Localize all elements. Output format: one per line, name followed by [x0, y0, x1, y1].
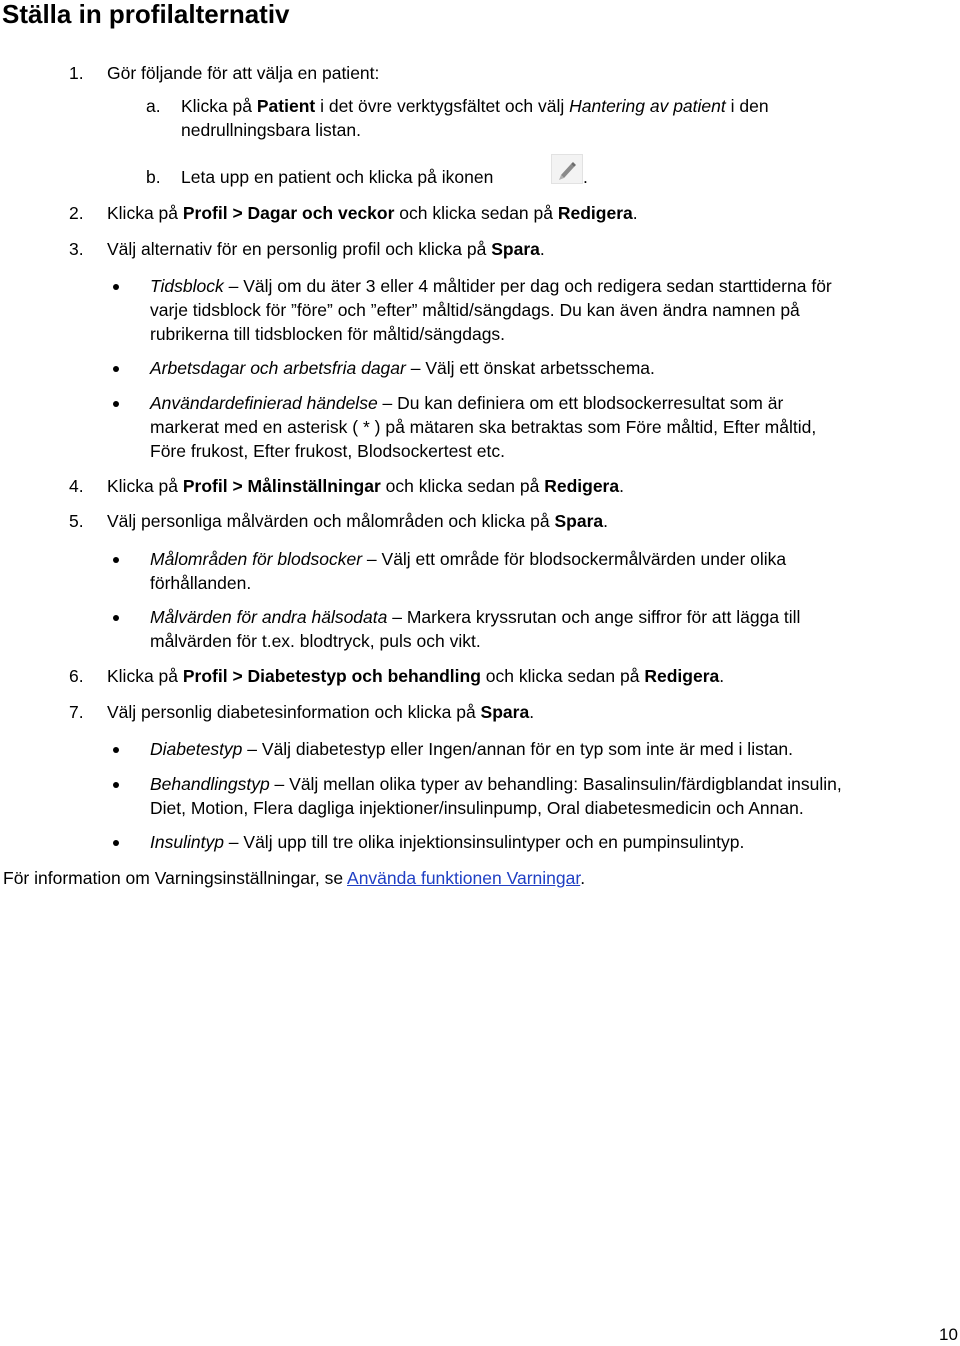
substep-a-label: a. [146, 96, 161, 116]
bullet-anvandardefinierad-cont-2: Före frukost, Efter frukost, Blodsockertest etc. [150, 441, 505, 461]
bullet-anvandardefinierad-cont-1: markerat med en asterisk ( * ) på mätaren ska betraktas som Före måltid, Efter måltid, [150, 417, 817, 437]
step-1-number: 1. [69, 63, 84, 83]
step-6-text: Klicka på Profil > Diabetestyp och behandling och klicka sedan på Redigera. [107, 666, 725, 686]
bullet-tidsblock-cont-2: rubrikerna till tidsblocken för måltid/sängdags. [150, 324, 506, 344]
bullet-arbetsdagar: Arbetsdagar och arbetsfria dagar – Välj ett önskat arbetsschema. [150, 358, 655, 378]
bullet-behandlingstyp-cont: Diet, Motion, Flera dagliga injektioner/insulinpump, Oral diabetesmedicin och Annan. [150, 798, 804, 818]
step-4-number: 4. [69, 476, 84, 496]
page-title: Ställa in profilalternativ [2, 0, 290, 29]
varningar-link[interactable]: Använda funktionen Varningar [347, 868, 581, 888]
substep-b-text: Leta upp en patient och klicka på ikonen [181, 167, 494, 187]
step-7-number: 7. [69, 702, 84, 722]
pencil-icon [551, 154, 583, 184]
step-7-text: Välj personlig diabetesinformation och klicka på Spara. [107, 702, 535, 722]
bullet-dot [113, 557, 119, 563]
bullet-insulintyp: Insulintyp – Välj upp till tre olika injektionsinsulintyper och en pumpinsulintyp. [150, 832, 745, 852]
step-5-text: Välj personliga målvärden och målområden och klicka på Spara. [107, 511, 608, 531]
bullet-dot [113, 284, 119, 290]
substep-b-period: . [583, 167, 588, 187]
bullet-dot [113, 840, 119, 846]
bullet-dot [113, 366, 119, 372]
step-2-text: Klicka på Profil > Dagar och veckor och klicka sedan på Redigera. [107, 203, 638, 223]
bullet-dot [113, 747, 119, 753]
bullet-anvandardefinierad: Användardefinierad händelse – Du kan definiera om ett blodsockerresultat som är [150, 393, 784, 413]
substep-b-label: b. [146, 167, 161, 187]
bullet-dot [113, 782, 119, 788]
step-6-number: 6. [69, 666, 84, 686]
bullet-dot [113, 615, 119, 621]
bullet-malomraden: Målområden för blodsocker – Välj ett område för blodsockermålvärden under olika [150, 549, 787, 569]
bullet-malvarden-cont: målvärden för t.ex. blodtryck, puls och vikt. [150, 631, 481, 651]
step-3-number: 3. [69, 239, 84, 259]
footer-text: För information om Varningsinställningar, se Använda funktionen Varningar. [3, 868, 586, 888]
bullet-behandlingstyp: Behandlingstyp – Välj mellan olika typer av behandling: Basalinsulin/färdigblandat insulin, [150, 774, 842, 794]
bullet-dot [113, 401, 119, 407]
step-1-text: Gör följande för att välja en patient: [107, 63, 380, 83]
bullet-malomraden-cont: förhållanden. [150, 573, 252, 593]
step-4-text: Klicka på Profil > Målinställningar och klicka sedan på Redigera. [107, 476, 624, 496]
substep-a-text-cont: nedrullningsbara listan. [181, 120, 361, 140]
page-number: 10 [939, 1325, 958, 1344]
step-3-text: Välj alternativ för en personlig profil och klicka på Spara. [107, 239, 545, 259]
bullet-diabetestyp: Diabetestyp – Välj diabetestyp eller Ingen/annan för en typ som inte är med i listan. [150, 739, 794, 759]
step-2-number: 2. [69, 203, 84, 223]
bullet-tidsblock: Tidsblock – Välj om du äter 3 eller 4 måltider per dag och redigera sedan starttiderna för [150, 276, 832, 296]
bullet-tidsblock-cont-1: varje tidsblock för ”före” och ”efter” måltid/sängdags. Du kan även ändra namnen på [150, 300, 800, 320]
bullet-malvarden: Målvärden för andra hälsodata – Markera kryssrutan och ange siffror för att lägga till [150, 607, 801, 627]
substep-a-text: Klicka på Patient i det övre verktygsfältet och välj Hantering av patient i den [181, 96, 769, 116]
step-5-number: 5. [69, 511, 84, 531]
